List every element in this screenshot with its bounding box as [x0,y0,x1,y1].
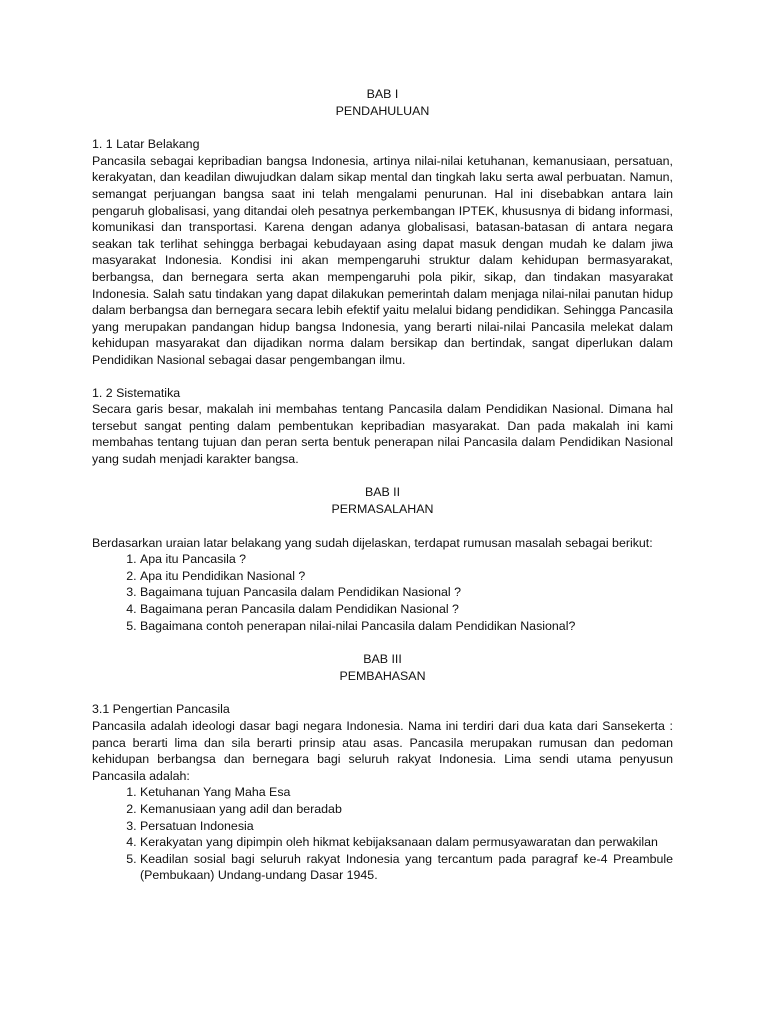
list-item: 1. Apa itu Pancasila ? [140,551,673,568]
chapter-3-title: PEMBAHASAN [339,668,426,683]
list-item: 2. Apa itu Pendidikan Nasional ? [140,568,673,585]
list-item: 4. Bagaimana peran Pancasila dalam Pendidikan Nasional ? [140,601,673,618]
chapter-2-number: BAB II [364,485,401,500]
list-item: 2. Kemanusiaan yang adil dan beradab [140,801,673,818]
pancasila-list [92,784,673,884]
section-1-1-heading: 1. 1 Latar Belakang [92,137,200,152]
chapter-1-title: PENDAHULUAN [335,103,430,118]
list-item: 5. Keadilan sosial bagi seluruh rakyat Indonesia yang tercantum pada paragraf ke-4 Preambule (Pembukaan) Undang-undang Dasar 1945. [140,851,673,884]
chapter-1-number: BAB I [366,87,399,101]
section-3-1-paragraph: Pancasila adalah ideologi dasar bagi negara Indonesia. Nama ini terdiri dari dua kata dari Sansekerta : panca berarti lima dan sila berarti prinsip atau asas. Pancasila merupakan rumusan dan pedoman kehidupan berbangsa dan bernegara bagi seluruh rakyat Indonesia. Lima sendi utama penyusun Pancasila adalah: [92,719,673,783]
problem-list [92,551,673,634]
chapter-2-intro: Berdasarkan uraian latar belakang yang sudah dijelaskan, terdapat rumusan masalah sebagai berikut: [92,535,653,550]
list-item: 5. Bagaimana contoh penerapan nilai-nilai Pancasila dalam Pendidikan Nasional? [140,618,673,635]
list-item: 1. Ketuhanan Yang Maha Esa [140,784,673,801]
list-item: 3. Persatuan Indonesia [140,818,673,835]
chapter-2-title: PERMASALAHAN [331,502,434,517]
list-item: 3. Bagaimana tujuan Pancasila dalam Pendidikan Nasional ? [140,584,673,601]
list-item: 4. Kerakyatan yang dipimpin oleh hikmat kebijaksanaan dalam permusyawaratan dan perwakilan [140,834,673,851]
section-1-2-paragraph: Secara garis besar, makalah ini membahas tentang Pancasila dalam Pendidikan Nasional. Dimana hal tersebut sangat penting dalam pembentukan kepribadian masyarakat. Dan pada makalah ini kami membahas tentang tujuan dan peran serta bentuk penerapan nilai Pancasila dalam Pendidikan Nasional yang sudah menjadi karakter bangsa. [92,402,673,466]
section-1-1-paragraph: Pancasila sebagai kepribadian bangsa Indonesia, artinya nilai-nilai ketuhanan, kemanusiaan, persatuan, kerakyatan, dan keadilan diwujudkan dalam sikap mental dan tingkah laku serta awal perbuatan. Namun, semangat perjuangan bangsa saat ini telah mengalami penurunan. Hal ini disebabkan antara lain pengaruh globalisasi, yang ditandai oleh pesatnya perkembangan IPTEK, khususnya di bidang informasi, komunikasi dan transportasi. Karena dengan adanya globalisasi, batasan-batasan di antara negara seakan tak terlihat sehingga berbagai kebudayaan asing dapat masuk dengan mudah ke dalam jiwa masyarakat Indonesia. Kondisi ini akan mempengaruhi struktur dalam kehidupan bermasyarakat, berbangsa, dan bernegara serta akan mempengaruhi pola pikir, sikap, dan tindakan masyarakat Indonesia. Salah satu tindakan yang dapat dilakukan pemerintah dalam menjaga nilai-nilai panutan hidup dalam berbangsa dan bernegara secara lebih efektif yaitu melalui bidang pendidikan. Sehingga Pancasila yang merupakan pandangan hidup bangsa Indonesia, yang berarti nilai-nilai Pancasila melekat dalam kehidupan masyarakat dan dijadikan norma dalam bersikap dan bertindak, sangat diperlukan dalam Pendidikan Nasional sebagai dasar pengembangan ilmu. [92,153,673,367]
section-1-2-heading: 1. 2 Sistematika [92,385,181,400]
section-3-1-heading: 3.1 Pengertian Pancasila [92,702,230,717]
document-page [92,86,673,884]
chapter-3-number: BAB III [363,652,402,667]
